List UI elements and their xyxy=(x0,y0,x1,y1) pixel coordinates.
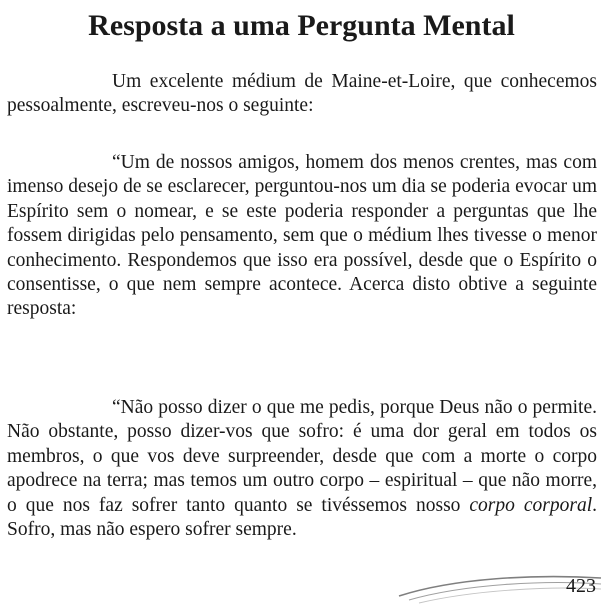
paragraph-answer-ending: . Sofro, mas não espero sofrer sempre. xyxy=(7,494,597,541)
paragraph-intro-text: Um excelente médium de Maine-et-Loire, que conhecemos pessoalmente, escreveu-nos o seguinte: xyxy=(7,71,597,117)
italic-phrase: corpo corporal xyxy=(469,494,593,516)
paragraph-spirit-answer xyxy=(7,396,597,542)
paragraph-answer-text: “Não posso dizer o que me pedis, porque Deus não o permite. Não obstante, posso dizer-vos que sofro: é uma dor geral em todos os membros, o que vos deve surpreender, desde que com a morte o corpo apodrece na terra; mas temos um outro corpo – espiritual – que não morre, o que nos faz sofrer tanto quanto se tivéssemos nosso xyxy=(7,397,597,516)
page-title: Resposta a uma Pergunta Mental xyxy=(88,9,515,42)
paragraph-intro xyxy=(7,70,597,119)
page-number: 423 xyxy=(566,575,596,597)
paragraph-letter-text: “Um de nossos amigos, homem dos menos crentes, mas com imenso desejo de se esclarecer, perguntou-nos um dia se poderia evocar um Espírito sem o nomear, e se este poderia responder a perguntas que lhe fossem dirigidas pelo pensamento, sem que o médium lhes tivesse o menor conhecimento. Respondemos que isso era possível, desde que o Espírito o consentisse, o que nem sempre acontece. Acerca disto obtive a seguinte resposta: xyxy=(7,152,597,320)
paragraph-letter xyxy=(7,151,597,322)
